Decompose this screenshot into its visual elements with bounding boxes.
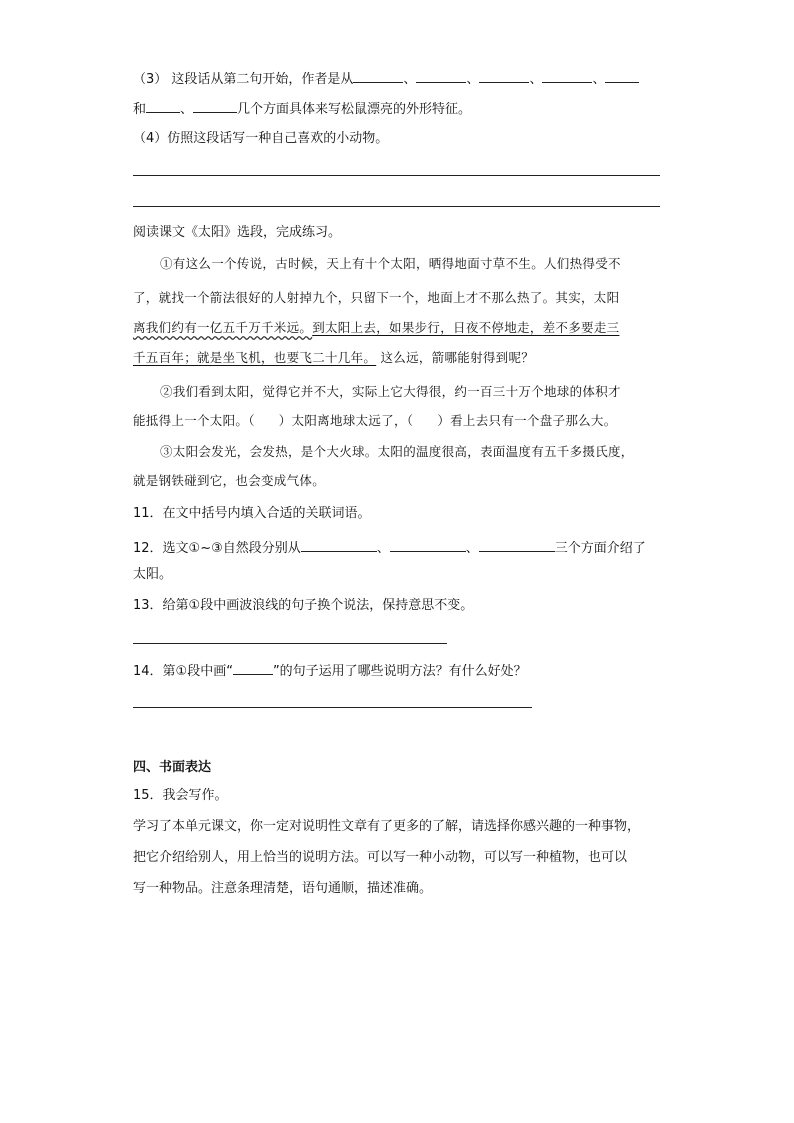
question-12-line-1: [133, 537, 646, 558]
conjunction: 和: [133, 102, 147, 117]
passage-p1-line-1: ①有这么一个传说，古时候，天上有十个太阳，晒得地面寸草不生。人们热得受不: [160, 256, 621, 271]
question-3-line-2: [133, 98, 471, 119]
separator: 、: [529, 72, 543, 87]
underlined-sentence: 差不多要走三: [542, 320, 620, 335]
answer-blank[interactable]: [542, 68, 592, 83]
question-11: 11．在文中括号内填入合适的关联词语。: [133, 506, 371, 521]
question-3-line-1: [133, 68, 639, 89]
passage-p1-line-2: 了，就找一个箭法很好的人射掉九个，只留下一个，地面上才不那么热了。其实，太阳: [133, 290, 620, 305]
answer-blank[interactable]: [605, 68, 639, 83]
answer-blank[interactable]: [146, 98, 180, 113]
answer-line[interactable]: [133, 707, 532, 708]
separator: 、: [403, 72, 417, 87]
answer-blank[interactable]: [479, 537, 555, 552]
question-13: 13．给第①段中画波浪线的句子换个说法，保持意思不变。: [133, 598, 474, 613]
underlined-sentence: 如果步行，日夜不停地走，: [389, 320, 543, 335]
answer-line[interactable]: [133, 643, 447, 644]
passage-p2-line-2: [133, 412, 617, 430]
underlined-sentence: 到太阳上去，: [312, 320, 390, 335]
separator: 、: [465, 541, 479, 556]
passage-p1-line-3: [133, 319, 619, 337]
underlined-sentence: 千五百年；就是坐飞机，也要飞二十几年。: [133, 350, 377, 365]
answer-blank[interactable]: [416, 68, 466, 83]
answer-line[interactable]: [133, 175, 660, 176]
section-heading: 四、书面表达: [133, 760, 212, 775]
separator: 、: [180, 102, 194, 117]
passage-p3-line-1: ③太阳会发光，会发热，是个大火球。太阳的温度很高，表面温度有五千多摄氏度，: [160, 444, 634, 459]
answer-blank[interactable]: [233, 660, 273, 675]
separator: 、: [376, 541, 390, 556]
writing-prompt-line-2: 把它介绍给别人，用上恰当的说明方法。可以写一种小动物，可以写一种植物，也可以: [133, 850, 628, 865]
answer-blank[interactable]: [479, 68, 529, 83]
question-12-text: 12．选文①~③自然段分别从: [133, 541, 301, 556]
reading-intro: 阅读课文《太阳》选段，完成练习。: [133, 225, 342, 240]
writing-prompt-line-1: 学习了本单元课文，你一定对说明性文章有了更多的了解，请选择你感兴趣的一种事物，: [133, 819, 641, 834]
question-14-text: 14．第①段中画“: [133, 664, 233, 679]
passage-text: 这么远，箭哪能射得到呢？: [380, 350, 535, 365]
question-3-text: （3） 这段话从第二句开始，作者是从: [133, 72, 354, 87]
passage-p2-line-1: ②我们看到太阳，觉得它并不大，实际上它大得很，约一百三十万个地球的体积才: [160, 384, 621, 399]
writing-prompt-line-3: 写一种物品。注意条理清楚，语句通顺，描述准确。: [133, 881, 433, 896]
question-12-line-2: 太阳。: [133, 567, 173, 582]
passage-p3-line-2: 就是钢铁碰到它，也会变成气体。: [133, 473, 326, 488]
question-3-suffix: 几个方面具体来写松鼠漂亮的外形特征。: [237, 102, 472, 117]
answer-blank[interactable]: [390, 537, 466, 552]
passage-p1-line-4: [133, 349, 534, 367]
separator: 、: [592, 72, 606, 87]
separator: 、: [466, 72, 480, 87]
answer-line[interactable]: [133, 206, 660, 207]
answer-blank[interactable]: [193, 98, 237, 113]
question-14: [133, 660, 527, 681]
passage-text: 能抵得上一个太阳。（: [133, 413, 255, 428]
passage-text: ）太阳离地球太远了，（: [278, 413, 414, 428]
question-15: 15．我会写作。: [133, 788, 228, 803]
question-4: （4）仿照这段话写一种自己喜欢的小动物。: [133, 131, 389, 146]
question-12-suffix: 三个方面介绍了: [554, 541, 646, 556]
question-14-suffix: ”的句子运用了哪些说明方法？有什么好处？: [272, 664, 527, 679]
passage-text: ）看上去只有一个盘子那么大。: [437, 413, 617, 428]
wavy-sentence: 离我们约有一亿五千万千米远。: [133, 320, 313, 335]
answer-blank[interactable]: [353, 68, 403, 83]
answer-blank[interactable]: [301, 537, 377, 552]
